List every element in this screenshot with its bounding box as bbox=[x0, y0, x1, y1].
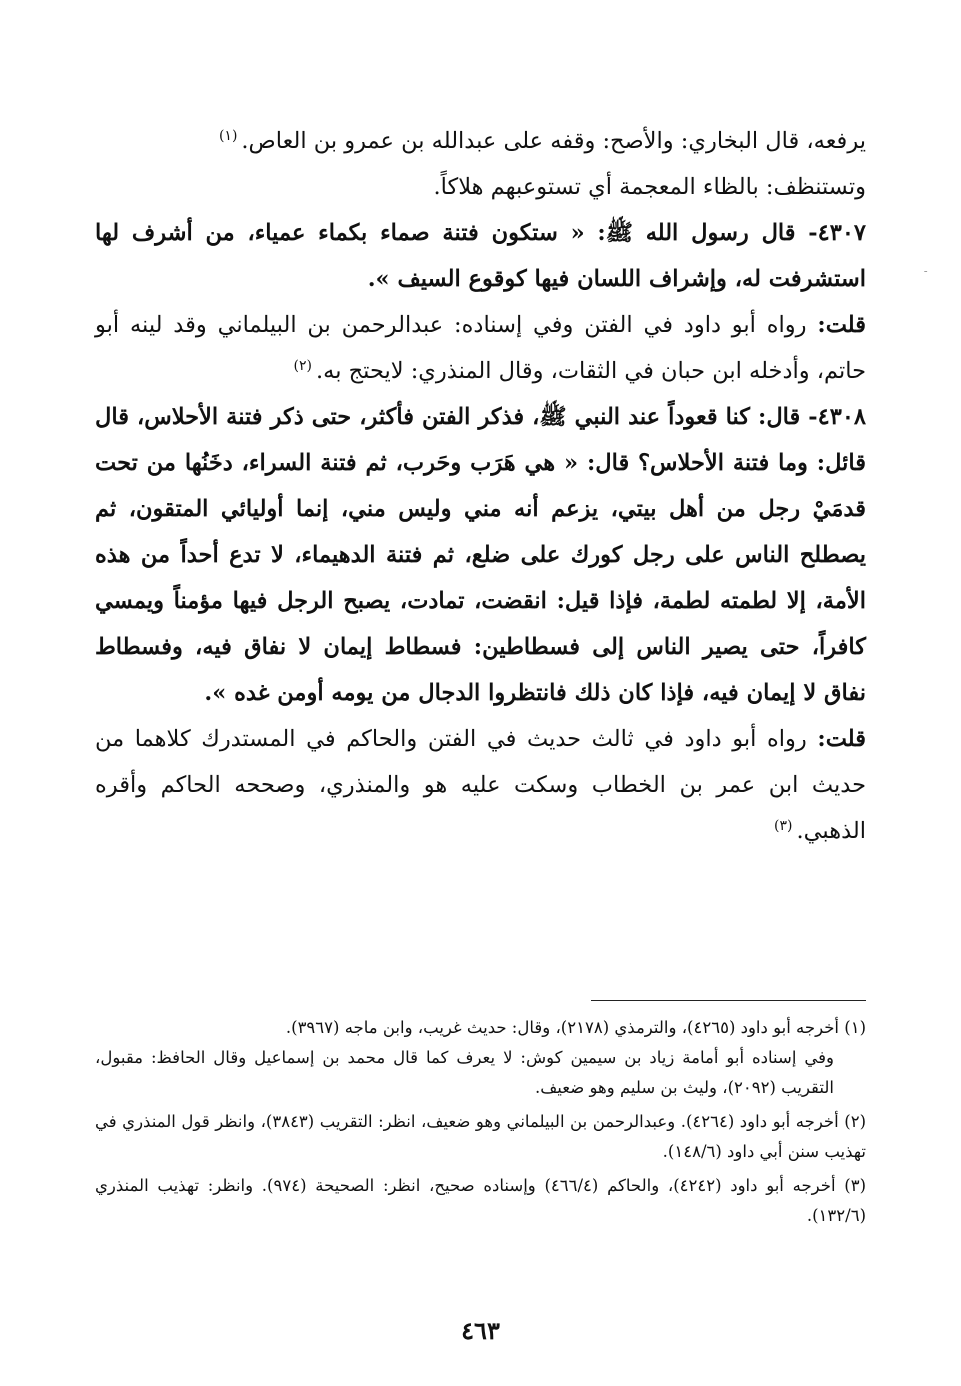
footnote-text: أخرجه أبو داود (٤٢٦٥)، والترمذي (٢١٧٨)، وقال: حديث غريب، وابن ماجه (٣٩٦٧). bbox=[285, 1018, 839, 1037]
footnote-marker: (٢) bbox=[844, 1112, 866, 1131]
hadith-text: - قال: كنا قعوداً عند النبي ﷺ، فذكر الفتن فأكثر، حتى ذكر فتنة الأحلاس، قال قائل: وما فتنة الأحلاس؟ قال: « هي هَرَب وحَرب، ثم فتنة السراء، دخَنُها من تحت قدمَيْ رجل من أهل بيتي، يزعم أنه مني وليس مني، إنما أوليائي المتقون، ثم يصطلح الناس على رجل كورك على ضلع، ثم فتنة الدهيماء، لا تدع أحداً من هذه الأمة، إلا لطمته لطمة، فإذا قيل: انقضت، تمادت، يصبح الرجل فيها مؤمناً ويمسي كافراً، حتى يصير الناس إلى فسطاطين: فسطاط إيمان لا نفاق فيه، وفسطاط نفاق لا إيمان فيه، فإذا كان ذلك فانتظروا الدجال من يومه أومن غده ». bbox=[95, 404, 866, 706]
footnote-divider bbox=[591, 1000, 866, 1001]
qult-comment-1 bbox=[95, 302, 866, 394]
footnote-ref[interactable]: (١) bbox=[218, 127, 238, 144]
footnote-ref[interactable]: (٢) bbox=[293, 357, 312, 374]
qult-text: رواه أبو داود في الفتن وفي إسناده: عبدالرحمن بن البيلماني وقد لينه أبو حاتم، وأدخله ابن حبان في الثقات، وقال المنذري: لايحتج به. bbox=[95, 312, 866, 384]
paragraph-text: وتستنظف: بالظاء المعجمة أي تستوعبهم هلاكاً. bbox=[433, 174, 866, 200]
footnotes-section bbox=[95, 1013, 866, 1235]
hadith-text: - قال رسول الله ﷺ: « ستكون فتنة صماء بكماء عمياء، من أشرف لها استشرفت له، وإشراف اللسان فيها كوقوع السيف ». bbox=[95, 220, 866, 292]
hadith-4307 bbox=[95, 210, 866, 302]
paragraph-continuation bbox=[95, 118, 866, 164]
footnote-marker: (١) bbox=[844, 1018, 866, 1037]
qult-label: قلت: bbox=[817, 312, 866, 338]
scan-speck: ـ bbox=[924, 265, 927, 275]
footnote-text: أخرجه أبو داود (٤٢٤٢)، والحاكم (٤٦٦/٤) وإسناده صحيح، انظر: الصحيحة (٩٧٤). وانظر: تهذيب المنذري (١٣٢/٦). bbox=[95, 1176, 866, 1225]
paragraph-gloss bbox=[95, 164, 866, 210]
footnote-line bbox=[95, 1013, 866, 1043]
hadith-number: ٤٣٠٧ bbox=[817, 220, 866, 246]
footnote-text: أخرجه أبو داود (٤٢٦٤). وعبدالرحمن بن البيلماني وهو ضعيف، انظر: التقريب (٣٨٤٣)، وانظر قول المنذري في تهذيب سنن أبي داود (١٤٨/٦). bbox=[95, 1112, 866, 1161]
footnote-1 bbox=[95, 1013, 866, 1103]
footnote-3 bbox=[95, 1171, 866, 1231]
qult-comment-2 bbox=[95, 716, 866, 854]
page-number: ٤٦٣ bbox=[461, 1316, 500, 1345]
footnote-text: وفي إسناده أبو أمامة زياد بن سيمين كوش: لا يعرف كما قال محمد بن إسماعيل وقال الحافظ: مقبول، التقريب (٢٠٩٢)، وليث بن سليم وهو ضعيف. bbox=[95, 1048, 834, 1097]
footnote-line bbox=[95, 1107, 866, 1167]
hadith-number: ٤٣٠٨ bbox=[817, 404, 866, 430]
paragraph-text: يرفعه، قال البخاري: والأصح: وقفه على عبدالله بن عمرو بن العاص. bbox=[241, 128, 866, 154]
footnote-line bbox=[95, 1043, 866, 1103]
footnote-2 bbox=[95, 1107, 866, 1167]
hadith-4308 bbox=[95, 394, 866, 716]
qult-label: قلت: bbox=[817, 726, 867, 752]
footnote-line bbox=[95, 1171, 866, 1231]
footnote-marker: (٣) bbox=[844, 1176, 867, 1195]
qult-text: رواه أبو داود في ثالث حديث في الفتن والحاكم في المستدرك كلاهما من حديث ابن عمر بن الخطاب وسكت عليه هو والمنذري، وصححه الحاكم وأقره الذهبي. bbox=[95, 726, 866, 844]
footnote-ref[interactable]: (٣) bbox=[774, 817, 793, 834]
main-text bbox=[95, 118, 866, 854]
